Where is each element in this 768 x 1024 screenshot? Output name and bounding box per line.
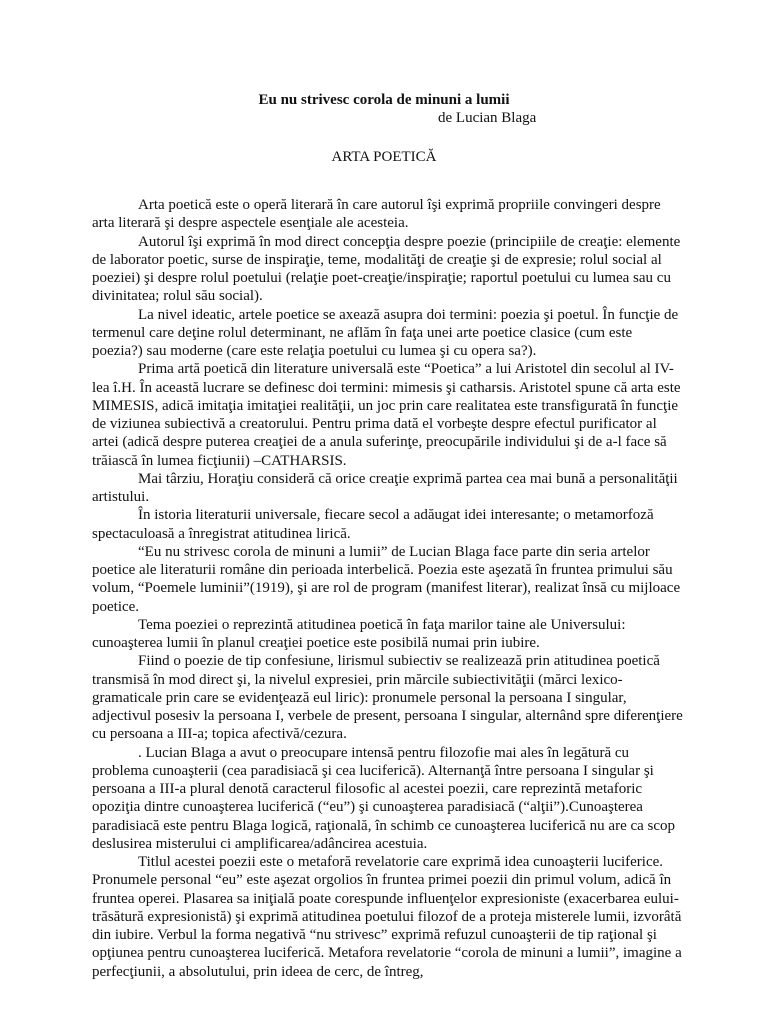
- paragraph: Fiind o poezie de tip confesiune, lirismul subiectiv se realizează prin atitudinea poetică transmisă în mod direct şi, la nivelul expresiei, prin mărcile subiectivităţii (mărci lexico-gramaticale prin care se evidenţează eul liric): pronumele personal la persoana I singular, adjectivul posesiv la persoana I, verbele de present, persoana I singular, alternând spre diferenţiere cu persoana a III-a; topica afectivă/cezura.: [92, 653, 683, 743]
- paragraph: Arta poetică este o operă literară în care autorul îşi exprimă propriile convingeri despre arta literară şi despre aspectele esenţiale ale acesteia.: [92, 197, 661, 232]
- paragraph: Tema poeziei o reprezintă atitudinea poetică în faţa marilor taine ale Universului: cunoaşterea lumii în planul creaţiei poetice este posibilă numai prin iubire.: [92, 616, 626, 651]
- document-title: Eu nu strivesc corola de minuni a lumii: [258, 92, 510, 108]
- paragraph: “Eu nu strivesc corola de minuni a lumii” de Lucian Blaga face parte din seria artelor poetice ale literaturii române din perioada interbelică. Poezia este aşezată în fruntea primului său volum, “Poemele luminii”(1919), şi are rol de program (manifest literar), realizat însă cu mijloace poetice.: [92, 543, 681, 615]
- paragraph: Prima artă poetică din literature universală este “Poetica” a lui Aristotel din secolul al IV-lea î.H. În această lucrare se definesc doi termini: mimesis şi catharsis. Aristotel spune că arta este MIMESIS, adică imitaţia imitaţiei realităţii, un joc prin care realitatea este transfigurată în funcţie de viziunea subiectivă a creatorului. Pentru prima dată el vorbeşte despre efectul purificator al artei (adică despre puterea creaţiei de a anula suferinţe, preocupările individului şi de a-l face să trăiască în lumea ficţiunii) –CATHARSIS.: [92, 361, 681, 469]
- document-body: [92, 196, 684, 981]
- paragraph: Mai târziu, Horaţiu consideră că orice creaţie exprimă partea cea mai bună a personalităţii artistului.: [92, 470, 678, 505]
- paragraph: Titlul acestei poezii este o metaforă revelatorie care exprimă idea cunoaşterii luciferice. Pronumele personal “eu” este aşezat orgolios în fruntea primei poezii din primul volum, adică în fruntea operei. Plasarea sa iniţială poate corespunde influenţelor expresioniste (exacerbarea eului- trăsătură expresionistă) şi exprimă atitudinea poetului filozof de a proteja misterele lumii, izvorâtă din iubire. Verbul la forma negativă “nu strivesc” exprimă refuzul cunoaşterii de tip raţional şi opţiunea pentru cunoaşterea luciferică. Metafora revelatorie “corola de minuni a lumii”, imagine a perfecţiunii, a absolutului, prin ideea de cerc, de întreg,: [92, 854, 682, 980]
- document-author: de Lucian Blaga: [438, 110, 537, 126]
- section-heading: ARTA POETICĂ: [331, 149, 437, 165]
- paragraph: . Lucian Blaga a avut o preocupare intensă pentru filozofie mai ales în legătură cu problema cunoaşterii (cea paradisiacă şi cea luciferică). Alternanţă între persoana I singular şi persoana a III-a plural denotă caracterul filosofic al acestei poezii, care reprezintă metaforic opoziţia dintre cunoaşterea luciferică (“eu”) şi cunoaşterea paradisiacă (“alţii”).Cunoaşterea paradisiacă este pentru Blaga logică, raţională, în schimb ce cunoaşterea luciferică nu are ca scop deslusirea misterului ci amplificarea/adâncirea acestuia.: [92, 744, 676, 852]
- paragraph: Autorul îşi exprimă în mod direct concepţia despre poezie (principiile de creaţie: elemente de laborator poetic, surse de inspiraţie, teme, modalităţi de creaţie şi de expresie; rolul social al poeziei) şi despre rolul poetului (relaţie poet-creaţie/inspiraţie; raportul poetului cu lumea sau cu divinitatea; rolul său social).: [92, 233, 681, 305]
- paragraph: În istoria literaturii universale, fiecare secol a adăugat idei interesante; o metamorfoză spectaculoasă a înregistrat atitudinea lirică.: [92, 507, 654, 542]
- paragraph: La nivel ideatic, artele poetice se axează asupra doi termini: poezia şi poetul. În funcţie de termenul care deţine rolul determinant, ne aflăm în faţa unei arte poetice clasice (cum este poezia?) sau moderne (care este relaţia poetului cu lumea şi cu opera sa?).: [92, 306, 679, 359]
